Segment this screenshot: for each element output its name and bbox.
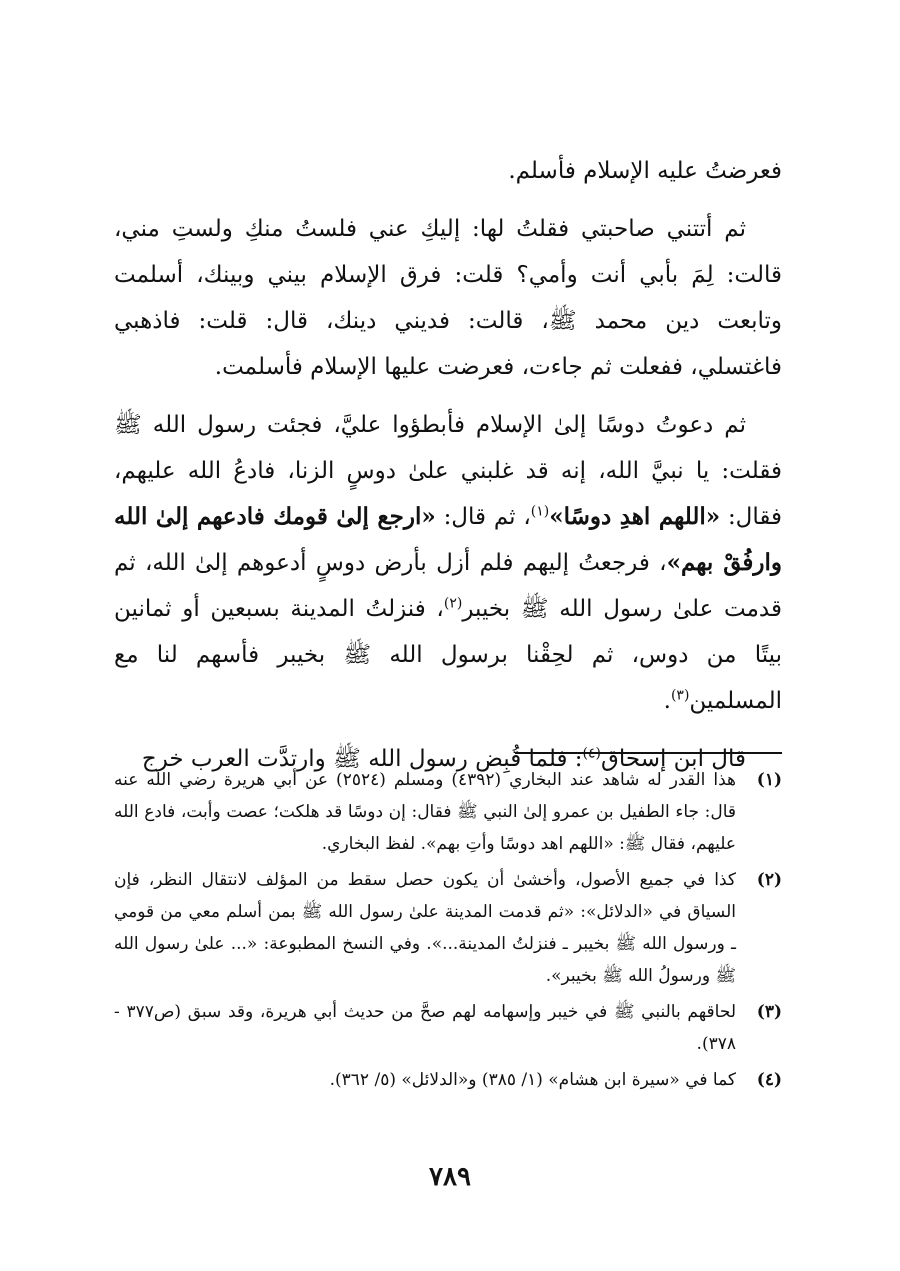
footnote-ref-4[interactable]: (٤): [582, 745, 601, 762]
footnotes: [114, 764, 782, 1100]
footnote-ref-3[interactable]: (٣): [670, 687, 690, 704]
footnote-text: كما في «سيرة ابن هشام» (١/ ٣٨٥) و«الدلائل» (٥/ ٣٦٢).: [329, 1070, 736, 1090]
footnote-number: (٢): [756, 870, 782, 890]
footnote-3: [114, 996, 782, 1060]
hadith-quote-2: «ارجع إلىٰ قومك فادعهم إلىٰ الله وارفُقْ بهم»: [114, 503, 782, 576]
paragraph-4-part-a: قال ابن إسحاق: [601, 746, 746, 772]
footnote-2: [114, 864, 782, 992]
footnote-number: (٤): [756, 1070, 782, 1090]
footnote-text: هذا القدر له شاهد عند البخاري (٤٣٩٢) ومسلم (٢٥٢٤) عن أبي هريرة رضي الله عنه قال: جاء الطفيل بن عمرو إلىٰ النبي ﷺ فقال: إن دوسًا قد هلكت؛ عصت وأبت، فادع الله عليهم، فقال ﷺ: «اللهم اهد دوسًا وأتِ بهم». لفظ البخاري.: [114, 770, 736, 854]
paragraph-3-part-a: ثم دعوتُ دوسًا إلىٰ الإسلام فأبطؤوا عليَّ، فجئت رسول الله ﷺ فقلت: يا نبيَّ الله، إنه قد غلبني علىٰ دوسٍ الزنا، فادعُ الله عليهم، فقال:: [114, 412, 783, 530]
footnote-text: كذا في جميع الأصول، وأخشىٰ أن يكون حصل سقط من المؤلف لانتقال النظر، فإن السياق في «الدلائل»: «ثم قدمت المدينة علىٰ رسول الله ﷺ بمن أسلم معي من قومي ـ ورسول الله ﷺ بخيبر ـ فنزلتُ المدينة...». وفي النسخ المطبوعة: «... علىٰ رسول الله ﷺ ورسولُ الله ﷺ بخيبر».: [114, 870, 736, 986]
footnote-number: (١): [756, 770, 782, 790]
footnote-1: [114, 764, 782, 860]
footnote-ref-2[interactable]: (٢): [443, 595, 463, 612]
main-text: [114, 148, 782, 794]
paragraph-3-part-e: .: [663, 688, 671, 714]
paragraph-2: ثم أتتني صاحبتي فقلتُ لها: إليكِ عني فلستُ منكِ ولستِ مني، قالت: لِمَ بأبي أنت وأمي؟ قلت: فرق الإسلام بيني وبينك، أسلمت وتابعت دين محمد ﷺ، قالت: فديني دينك، قال: قلت: فاذهبي فاغتسلي، ففعلت ثم جاءت، فعرضت عليها الإسلام فأسلمت.: [114, 216, 782, 380]
page-number: ٧٨٩: [429, 1162, 471, 1192]
hadith-quote-1: «اللهم اهدِ دوسًا»: [549, 503, 721, 530]
footnote-number: (٣): [756, 1002, 782, 1022]
paragraph-1: فعرضتُ عليه الإسلام فأسلم.: [508, 158, 782, 184]
paragraph-3-part-b: ، ثم قال:: [443, 504, 531, 530]
paragraph-4-part-b: : فلما قُبِض رسول الله ﷺ وارتدَّت العرب خرج: [141, 746, 583, 772]
paragraph-3: [114, 402, 782, 724]
footnote-separator: [515, 752, 782, 754]
footnote-ref-1[interactable]: (١): [530, 503, 550, 520]
paragraph-3-part-c: ، فرجعتُ إليهم فلم أزل بأرض دوسٍ أدعوهم إلىٰ الله، ثم قدمت علىٰ رسول الله ﷺ بخيبر: [114, 550, 782, 622]
footnote-text: لحاقهم بالنبي ﷺ في خيبر وإسهامه لهم صحَّ من حديث أبي هريرة، وقد سبق (ص٣٧٧ - ٣٧٨).: [114, 1002, 736, 1054]
footnote-4: [114, 1064, 782, 1096]
paragraph-3-part-d: ، فنزلتُ المدينة بسبعين أو ثمانين بيتًا من دوس، ثم لحِقْنا برسول الله ﷺ بخيبر فأسهم لنا مع المسلمين: [114, 596, 782, 714]
